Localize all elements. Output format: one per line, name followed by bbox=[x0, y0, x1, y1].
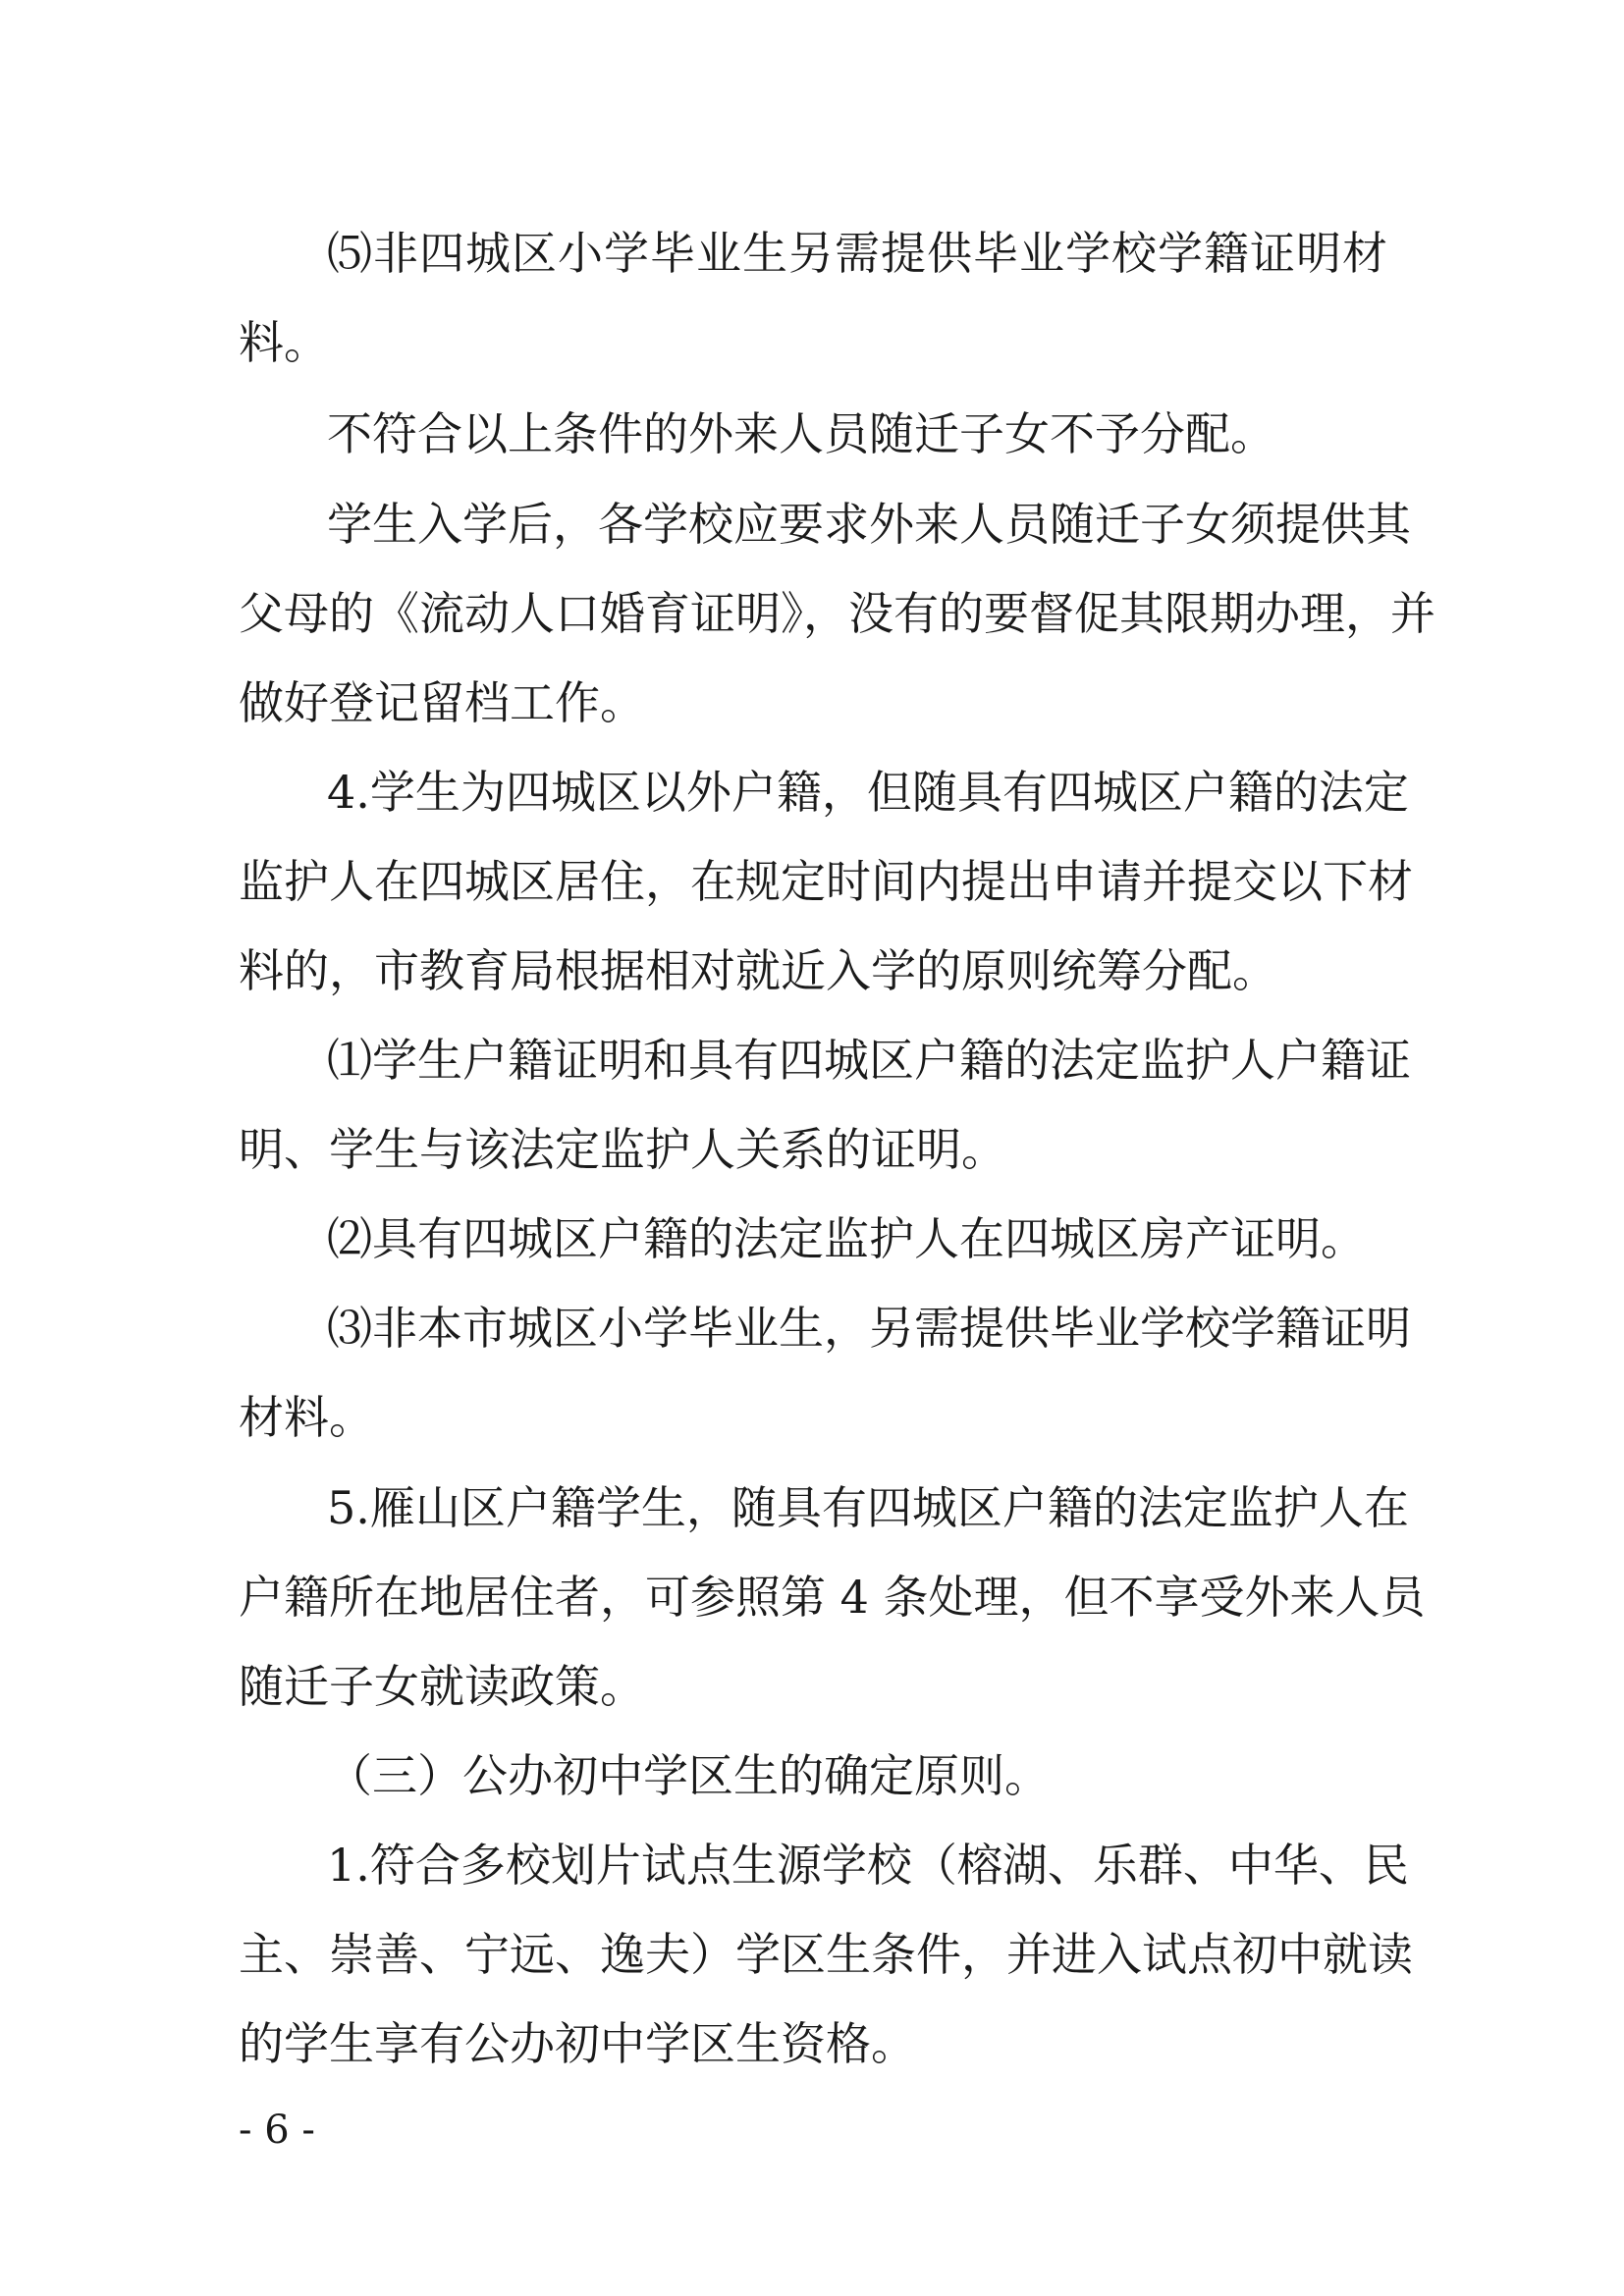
text-line: 1.符合多校划片试点生源学校（榕湖、乐群、中华、民 bbox=[327, 1839, 1409, 1892]
text-line: ⑸非四城区小学毕业生另需提供毕业学校学籍证明材 bbox=[327, 227, 1387, 280]
text-line: 明、学生与该法定监护人关系的证明。 bbox=[239, 1123, 1006, 1176]
text-line: 父母的《流动人口婚育证明》，没有的要督促其限期办理，并 bbox=[239, 587, 1435, 640]
text-line: 不符合以上条件的外来人员随迁子女不予分配。 bbox=[327, 407, 1275, 460]
text-line: 随迁子女就读政策。 bbox=[239, 1660, 645, 1713]
text-line: 户籍所在地居住者，可参照第 4 条处理，但不享受外来人员 bbox=[239, 1571, 1426, 1624]
page-number: - 6 - bbox=[239, 2108, 315, 2153]
text-line: 料的，市教育局根据相对就近入学的原则统筹分配。 bbox=[239, 944, 1277, 997]
text-line: 4.学生为四城区以外户籍，但随具有四城区户籍的法定 bbox=[327, 766, 1409, 819]
text-line: 料。 bbox=[239, 316, 329, 369]
text-line: 的学生享有公办初中学区生资格。 bbox=[239, 2017, 916, 2070]
text-line: 材料。 bbox=[239, 1391, 374, 1444]
text-line: 做好登记留档工作。 bbox=[239, 676, 645, 729]
text-line: 5.雁山区户籍学生，随具有四城区户籍的法定监护人在 bbox=[327, 1481, 1409, 1534]
text-line: ⑴学生户籍证明和具有四城区户籍的法定监护人户籍证 bbox=[327, 1034, 1411, 1087]
section-heading: （三）公办初中学区生的确定原则。 bbox=[327, 1749, 1050, 1802]
text-line: 学生入学后，各学校应要求外来人员随迁子女须提供其 bbox=[327, 498, 1411, 551]
text-line: 监护人在四城区居住，在规定时间内提出申请并提交以下材 bbox=[239, 855, 1413, 908]
text-line: 主、崇善、宁远、逸夫）学区生条件，并进入试点初中就读 bbox=[239, 1928, 1413, 1981]
text-line: ⑵具有四城区户籍的法定监护人在四城区房产证明。 bbox=[327, 1212, 1366, 1265]
text-line: ⑶非本市城区小学毕业生，另需提供毕业学校学籍证明 bbox=[327, 1302, 1411, 1355]
